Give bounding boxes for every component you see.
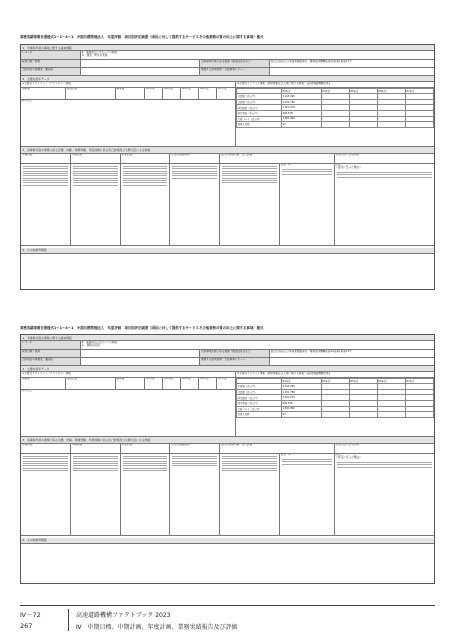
basis-label: 当該事業実施に係る根拠（個別法条文など）	[200, 60, 270, 67]
output-header: 基準値	[116, 378, 146, 389]
related-policy-label: 政策目標・施策	[21, 350, 81, 357]
table-row: 行政コスト（百万円） 1,561,890	[237, 406, 434, 412]
footer-chapter-title: Ⅳ 中期目標、中期計画、年度計画、業務実績報告及び評価	[76, 624, 238, 631]
output-header: 達成目標	[66, 378, 116, 389]
output-header: R5年度	[181, 88, 199, 99]
page-number: 267	[20, 622, 33, 630]
output-header: 基準値	[116, 88, 146, 99]
input-table: R3年度 R4年度 R5年度 R6年度 R7年度 予算額（百万円） 2,345,895 決算額（百万円） 2,051,789 経常費用（百万円） 1,561,876 経常利益（百万円） 600,538 行政コスト（百万円） 1,561,890 従事人員数 93	[236, 378, 434, 418]
review-label: 関連する政策評価・行政事業レビュー	[200, 358, 270, 365]
self-rating: 評定：B	[280, 453, 291, 457]
item-subtitle: ④ 調査・研究の実施	[81, 53, 108, 57]
table-row: 経常利益（百万円） 600,538	[237, 110, 434, 116]
minister-rating: 評定	[335, 163, 341, 167]
section-other-info: 4．その他参考情報	[21, 248, 434, 254]
page-number-section: Ⅳ－72	[20, 611, 41, 619]
output-none: 特になし	[22, 99, 33, 103]
evaluation-form-1	[20, 44, 435, 290]
item-id: Ⅰ－1－④	[21, 51, 81, 59]
footer-rule	[20, 605, 435, 606]
output-header: R7年度	[218, 87, 227, 91]
footer-book-title: 高速道路機構ファクトブック 2023	[76, 612, 171, 619]
importance-label: 当該項目の重要度、難易度	[21, 358, 81, 365]
evaluation-form-2	[20, 334, 435, 584]
table-row: 経常費用（百万円） 1,561,876	[237, 105, 434, 111]
output-header: 達成目標	[66, 88, 116, 99]
output-header: R6年度	[199, 378, 217, 389]
output-header: 指標等	[21, 88, 66, 99]
table-row: 予算額（百万円） 2,345,895	[237, 94, 434, 100]
input-info-title: ②主要なインプット情報（財務情報及び人員に関する情報）【高速道路機構全体】	[236, 372, 434, 377]
output-header: R4年度	[163, 88, 181, 99]
output-none: 特になし	[22, 389, 33, 393]
page-header-2: 業務実績等報告書様式1ー1ー4ー1 中期目標管理法人 年度評価 項目別評定調書（国民に対して提供するサービスその他業務の質の向上に関する事項）様式	[20, 326, 264, 330]
table-row: 従事人員数 93	[237, 122, 434, 128]
rating-reason: ＜評定に至った理由＞	[335, 166, 362, 170]
eval-header: 中期目標	[21, 154, 71, 163]
related-policy-label: 政策目標・施策	[21, 60, 81, 67]
item-subtitle: ⑤ 債務の返済	[81, 343, 100, 347]
table-row: 経常利益（百万円） 600,538	[237, 400, 434, 406]
output-info-title: ①主要なアウトプット（アウトカム）情報	[21, 82, 235, 87]
input-info-title: ②主要なインプット情報（財務情報及び人員に関する情報）【高速道路機構全体】	[236, 82, 434, 87]
eval-header: 法人の業務実績・自己評価	[220, 444, 334, 453]
eval-header: 法人の業務実績・自己評価	[220, 154, 334, 163]
table-row: 従事人員数 93	[237, 412, 434, 418]
minister-rating: 評定	[335, 453, 341, 457]
section-basic-info: 1．今事業年度の事業に関する基本情報	[21, 45, 434, 51]
output-header: R3年度	[145, 88, 163, 99]
output-header: 指標等	[21, 378, 66, 389]
eval-header: 中期計画	[71, 444, 121, 453]
page-header-1: 業務実績等報告書様式1ー1ー4ー1 中期目標管理法人 年度評価 項目別評定調書（国民に対して提供するサービスその他業務の質の向上に関する事項）様式	[20, 35, 264, 39]
table-row: 経常費用（百万円） 1,561,876	[237, 395, 434, 401]
table-row: 行政コスト（百万円） 1,561,890	[237, 116, 434, 122]
output-info-title: ①主要なアウトプット（アウトカム）情報	[21, 372, 235, 377]
basis-value: 独立行政法人日本高速道路保有・債務返済機構法第12条第1項第11号	[270, 60, 352, 63]
item-id: Ⅰ－1－⑤	[21, 341, 81, 349]
table-row: 決算額（百万円） 2,051,789	[237, 389, 434, 395]
item-title: 9 業務遂行に当たっての取組	[81, 51, 118, 54]
self-rating: 評定：B	[280, 163, 291, 167]
eval-header: 主務大臣による評価	[335, 443, 359, 447]
review-label: 関連する政策評価・行政事業レビュー	[200, 68, 270, 75]
basis-value: 独立行政法人日本高速道路保有・債務返済機構法第12条第1項第11号	[270, 350, 352, 353]
eval-header: 中期計画	[71, 154, 121, 163]
eval-header: 主な評価指標等	[170, 444, 220, 453]
section-evaluation: 3．各事業年度の業務に係る目標、計画、業務実績、年度評価に係る自己評価及び主務大臣による評価	[21, 437, 434, 443]
footer-divider	[68, 609, 69, 631]
section-key-data: 2．主要な経年データ	[21, 366, 434, 372]
rating-reason: ＜評定に至った理由＞	[335, 456, 362, 460]
output-header: R6年度	[199, 88, 217, 99]
output-header: R3年度	[145, 378, 163, 389]
table-row: 予算額（百万円） 2,345,895	[237, 384, 434, 390]
output-header: R7年度	[218, 377, 227, 381]
eval-header: 主務大臣による評価	[335, 153, 359, 157]
eval-header: 中期目標	[21, 444, 71, 453]
eval-header: 年度計画	[121, 154, 171, 163]
section-basic-info: 1．今事業年度の事業に関する基本情報	[21, 335, 434, 341]
section-other-info: 4．その他参考情報	[21, 538, 434, 544]
table-row: 決算額（百万円） 2,051,789	[237, 99, 434, 105]
page-footer	[20, 605, 435, 635]
basis-label: 当該事業実施に係る根拠（個別法条文など）	[200, 350, 270, 357]
item-title: 9 業務遂行に当たっての取組	[81, 341, 118, 344]
section-key-data: 2．主要な経年データ	[21, 76, 434, 82]
output-header: R5年度	[181, 378, 199, 389]
input-table: R3年度 R4年度 R5年度 R6年度 R7年度 予算額（百万円） 2,345,895 決算額（百万円） 2,051,789 経常費用（百万円） 1,561,876 経常利益（百万円） 600,538 行政コスト（百万円） 1,561,890 従事人員数 93	[236, 88, 434, 128]
importance-label: 当該項目の重要度、難易度	[21, 68, 81, 75]
section-evaluation: 3．各事業年度の業務に係る目標、計画、業務実績、年度評価に係る自己評価及び主務大臣による評価	[21, 147, 434, 153]
output-header: R4年度	[163, 378, 181, 389]
eval-header: 年度計画	[121, 444, 171, 453]
eval-header: 主な評価指標等	[170, 154, 220, 163]
